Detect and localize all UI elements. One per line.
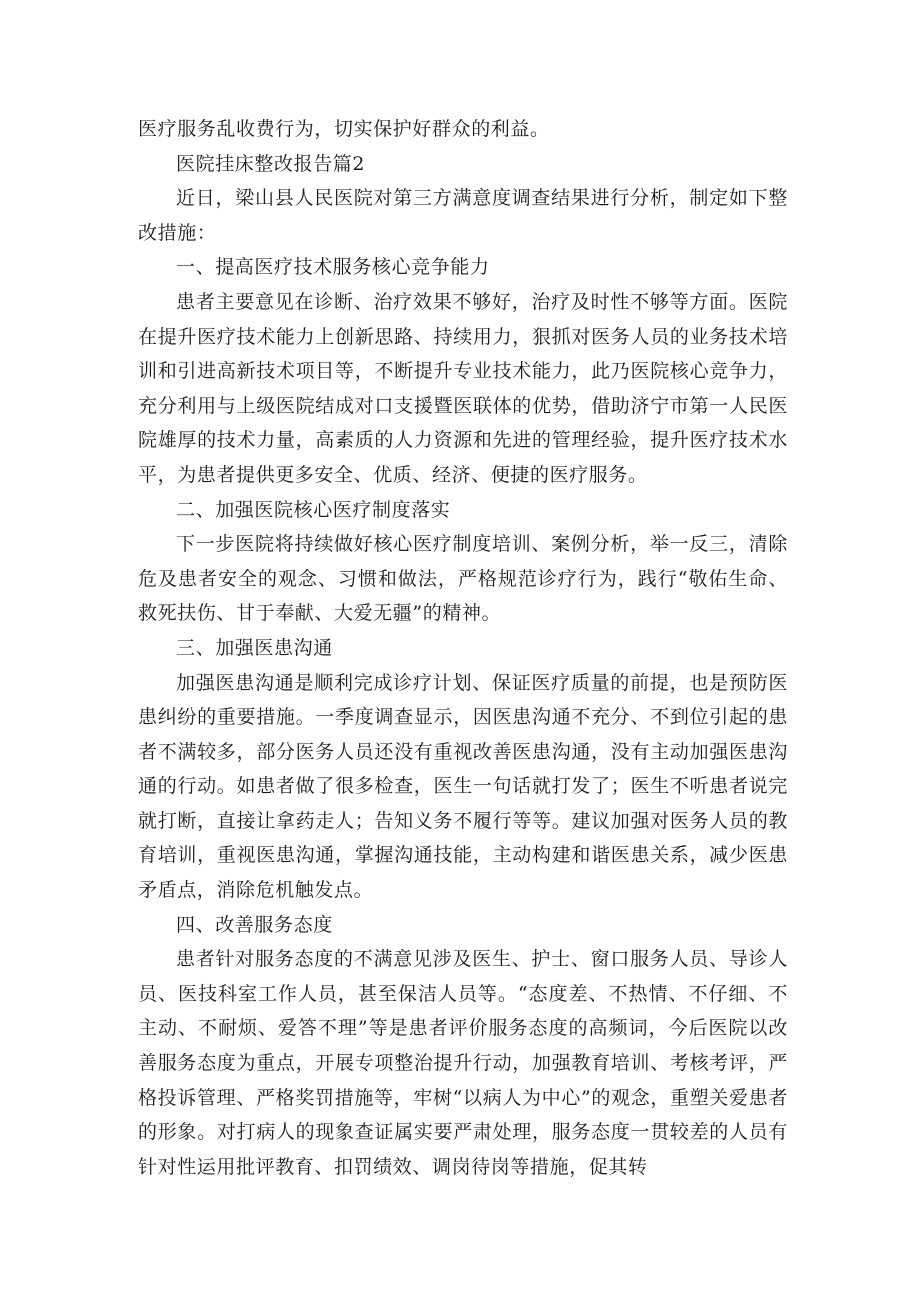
heading-3: 三、加强医患沟通 xyxy=(176,636,333,659)
heading-2: 二、加强医院核心医疗制度落实 xyxy=(176,498,451,521)
section-title: 医院挂床整改报告篇2 xyxy=(176,152,366,175)
paragraph-intro: 近日，梁山县人民医院对第三方满意度调查结果进行分析，制定如下整改措施： xyxy=(138,187,788,244)
heading-4: 四、改善服务态度 xyxy=(176,913,333,936)
heading-1: 一、提高医疗技术服务核心竞争能力 xyxy=(176,256,490,279)
paragraph-continuation: 医疗服务乱收费行为，切实保护好群众的利益。 xyxy=(138,118,550,140)
paragraph-4: 患者针对服务态度的不满意见涉及医生、护士、窗口服务人员、导诊人员、医技科室工作人员，甚至保洁人员等。“态度差、不热情、不仔细、不主动、不耐烦、爱答不理”等是患者评价服务态度的高频词，今后医院以改善服务态度为重点，开展专项整治提升行动，加强教育培训、考核考评，严格投诉管理、严格奖罚措施等，牢树“以病人为中心”的观念，重塑关爱患者的形象。对打病人的现象查证属实要严肃处理，服务态度一贯较差的人员有针对性运用批评教育、扣罚绩效、调岗待岗等措施，促其转 xyxy=(138,948,788,1178)
document-body xyxy=(138,112,788,1184)
paragraph-2: 下一步医院将持续做好核心医疗制度培训、案例分析，举一反三，清除危及患者安全的观念、习惯和做法，严格规范诊疗行为，践行“敬佑生命、救死扶伤、甘于奉献、大爱无疆”的精神。 xyxy=(138,533,788,625)
paragraph-3: 加强医患沟通是顺利完成诊疗计划、保证医疗质量的前提，也是预防医患纠纷的重要措施。一季度调查显示，因医患沟通不充分、不到位引起的患者不满较多，部分医务人员还没有重视改善医患沟通，没有主动加强医患沟通的行动。如患者做了很多检查，医生一句话就打发了；医生不听患者说完就打断，直接让拿药走人；告知义务不履行等等。建议加强对医务人员的教育培训，重视医患沟通，掌握沟通技能，主动构建和谐医患关系，减少医患矛盾点，消除危机触发点。 xyxy=(138,671,788,902)
paragraph-1: 患者主要意见在诊断、治疗效果不够好，治疗及时性不够等方面。医院在提升医疗技术能力上创新思路、持续用力，狠抓对医务人员的业务技术培训和引进高新技术项目等，不断提升专业技术能力，此乃医院核心竞争力，充分利用与上级医院结成对口支援暨医联体的优势，借助济宁市第一人民医院雄厚的技术力量，高素质的人力资源和先进的管理经验，提升医疗技术水平，为患者提供更多安全、优质、经济、便捷的医疗服务。 xyxy=(138,290,788,486)
